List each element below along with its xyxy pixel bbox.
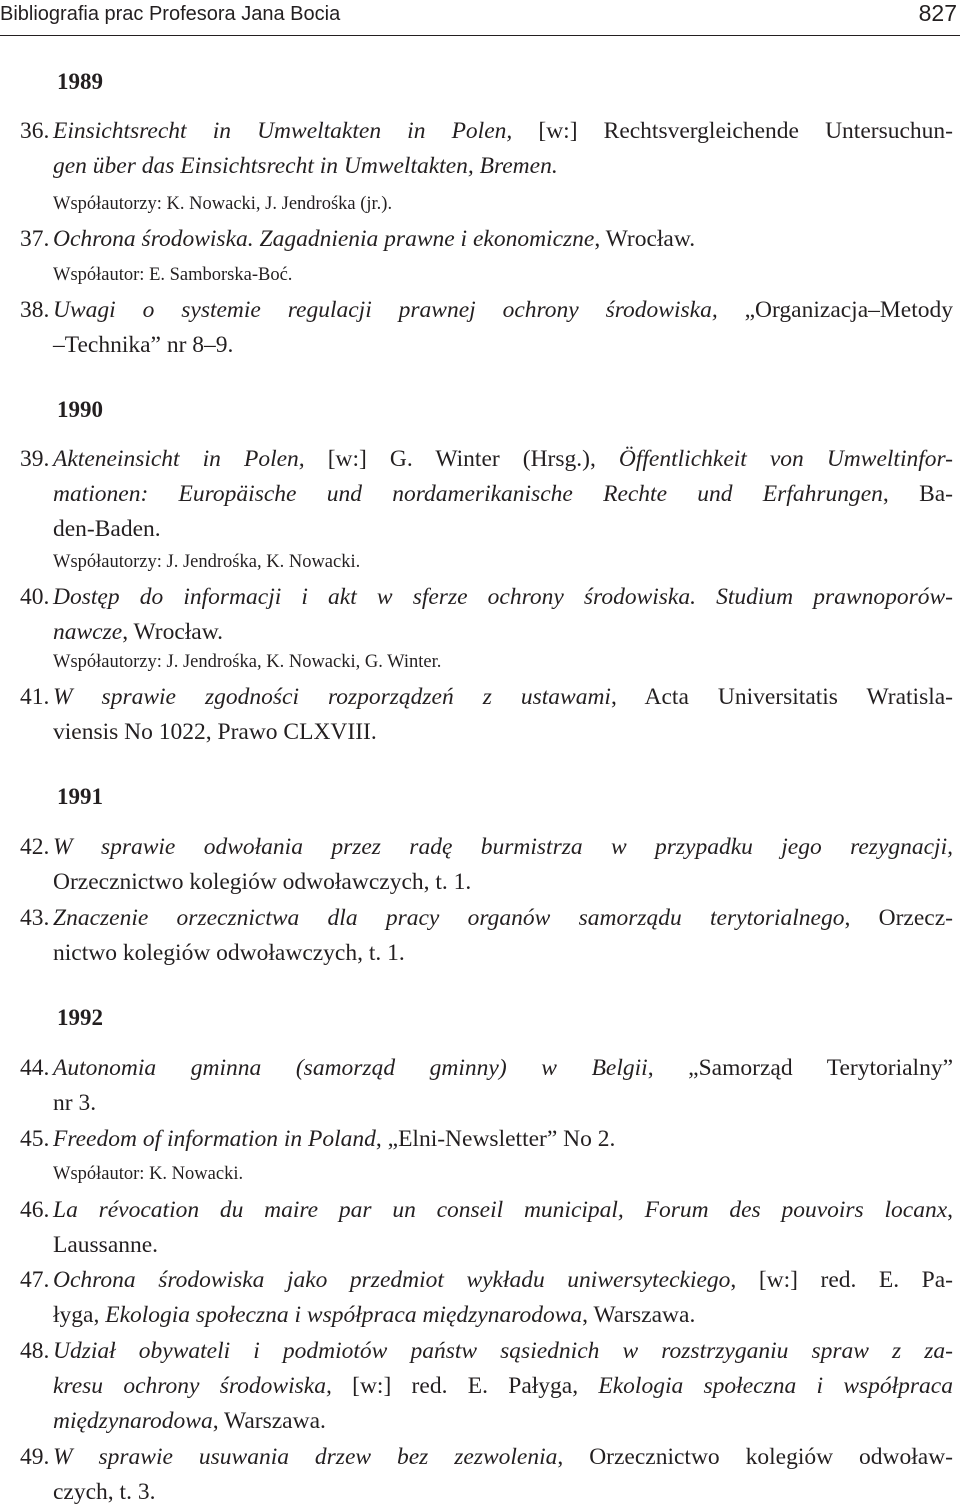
entry-40-coauthors: Współautorzy: J. Jendrośka, K. Nowacki, G. Winter. bbox=[53, 652, 442, 672]
entry-44-line-1: Autonomia gminna (samorząd gminny) w Belgii, „Samorząd Terytorialny” bbox=[53, 1055, 954, 1081]
entry-48-line-3: międzynarodowa, Warszawa. bbox=[53, 1408, 326, 1434]
entry-number: 48. bbox=[20, 1338, 50, 1364]
entry-39-line-3: den-Baden. bbox=[53, 516, 161, 542]
entry-37-line-1: Ochrona środowiska. Zagadnienia prawne i ekonomiczne, Wrocław. bbox=[53, 226, 696, 252]
page-number: 827 bbox=[918, 0, 957, 26]
entry-41-title: W sprawie zgodności rozporządzeń z ustawami bbox=[53, 684, 611, 710]
entry-number: 43. bbox=[20, 905, 50, 931]
entry-number: 40. bbox=[20, 584, 50, 610]
entry-36-line-2: gen über das Einsichtsrecht in Umweltakten, Bremen. bbox=[53, 153, 558, 179]
entry-48-line-2: kresu ochrony środowiska, [w:] red. E. Pałyga, Ekologia społeczna i współpraca bbox=[53, 1373, 953, 1399]
year-heading-1989: 1989 bbox=[57, 69, 103, 94]
entry-41-line-2: viensis No 1022, Prawo CLXVIII. bbox=[53, 719, 377, 745]
entry-number: 47. bbox=[20, 1267, 50, 1293]
year-heading-1990: 1990 bbox=[57, 397, 103, 422]
entry-49-line-1: W sprawie usuwania drzew bez zezwolenia, Orzecznictwo kolegiów odwoław- bbox=[53, 1444, 953, 1470]
entry-number: 38. bbox=[20, 297, 50, 323]
entry-49-line-2: czych, t. 3. bbox=[53, 1479, 156, 1505]
entry-39-line-2: mationen: Europäische und nordamerikanische Rechte und Erfahrungen, Ba- bbox=[53, 481, 953, 507]
header-rule bbox=[0, 35, 960, 36]
entry-number: 42. bbox=[20, 834, 50, 860]
entry-36-coauthors: Współautorzy: K. Nowacki, J. Jendrośka (jr.). bbox=[53, 194, 393, 214]
entry-45-title: Freedom of information in Poland bbox=[53, 1126, 376, 1152]
entry-number: 39. bbox=[20, 446, 50, 472]
entry-36-line-1: Einsichtsrecht in Umweltakten in Polen, [w:] Rechtsvergleichende Untersuchun- bbox=[53, 118, 953, 144]
entry-number: 46. bbox=[20, 1197, 50, 1223]
entry-38-line-1: Uwagi o systemie regulacji prawnej ochrony środowiska, „Organizacja–Metody bbox=[53, 297, 953, 323]
entry-number: 37. bbox=[20, 226, 50, 252]
entry-46-title: La révocation du maire par un conseil municipal, Forum des pouvoirs locanx bbox=[53, 1197, 948, 1223]
year-heading-1991: 1991 bbox=[57, 784, 103, 809]
entry-39-coauthors: Współautorzy: J. Jendrośka, K. Nowacki. bbox=[53, 552, 361, 572]
entry-49-title: W sprawie usuwania drzew bez zezwolenia bbox=[53, 1444, 558, 1470]
entry-47-title: Ochrona środowiska jako przedmiot wykładu uniwersyteckiego bbox=[53, 1267, 731, 1293]
entry-41-line-1: W sprawie zgodności rozporządzeń z ustawami, Acta Universitatis Wratisla- bbox=[53, 684, 953, 710]
entry-42-title: W sprawie odwołania przez radę burmistrza w przypadku jego rezygnacji, bbox=[53, 834, 953, 860]
entry-37-coauthors: Współautor: E. Samborska-Boć. bbox=[53, 265, 293, 285]
entry-number: 36. bbox=[20, 118, 50, 144]
entry-42-line-2: Orzecznictwo kolegiów odwoławczych, t. 1. bbox=[53, 869, 472, 895]
entry-40-title: Dostęp do informacji i akt w sferze ochrony środowiska. Studium prawnoporów- bbox=[53, 584, 953, 610]
entry-39-title: Akteneinsicht in Polen, bbox=[53, 446, 305, 472]
running-title: Bibliografia prac Profesora Jana Bocia bbox=[0, 3, 341, 25]
year-heading-1992: 1992 bbox=[57, 1005, 103, 1030]
entry-40-line-2: nawcze, Wrocław. bbox=[53, 619, 224, 645]
entry-40-line-1 bbox=[53, 582, 953, 612]
entry-48-line-1 bbox=[53, 1336, 953, 1366]
entry-46-line-1: La révocation du maire par un conseil municipal, Forum des pouvoirs locanx, bbox=[53, 1197, 953, 1223]
entry-46-line-2: Laussanne. bbox=[53, 1232, 159, 1258]
entry-48-title: Udział obywateli i podmiotów państw sąsiednich w rozstrzyganiu spraw z za- bbox=[53, 1338, 953, 1364]
entry-36-title: Einsichtsrecht in Umweltakten in Polen, bbox=[53, 118, 513, 144]
entry-38-title: Uwagi o systemie regulacji prawnej ochrony środowiska, bbox=[53, 297, 718, 323]
entry-43-line-2: nictwo kolegiów odwoławczych, t. 1. bbox=[53, 940, 405, 966]
entry-number: 41. bbox=[20, 684, 50, 710]
entry-45-coauthors: Współautor: K. Nowacki. bbox=[53, 1164, 244, 1184]
entry-45-line-1: Freedom of information in Poland, „Elni-Newsletter” No 2. bbox=[53, 1126, 616, 1152]
entry-43-line-1: Znaczenie orzecznictwa dla pracy organów samorządu terytorialnego, Orzecz- bbox=[53, 905, 953, 931]
entry-47-line-1: Ochrona środowiska jako przedmiot wykładu uniwersyteckiego, [w:] red. E. Pa- bbox=[53, 1267, 953, 1293]
entry-44-line-2: nr 3. bbox=[53, 1090, 97, 1116]
entry-42-line-1 bbox=[53, 832, 953, 862]
page-header bbox=[0, 0, 960, 36]
entry-44-title: Autonomia gminna (samorząd gminny) w Belgii bbox=[53, 1055, 648, 1081]
entry-number: 44. bbox=[20, 1055, 50, 1081]
entry-number: 45. bbox=[20, 1126, 50, 1152]
entry-number: 49. bbox=[20, 1444, 50, 1470]
entry-47-line-2: łyga, Ekologia społeczna i współpraca międzynarodowa, Warszawa. bbox=[53, 1302, 696, 1328]
entry-43-title: Znaczenie orzecznictwa dla pracy organów samorządu terytorialnego bbox=[53, 905, 845, 931]
entry-39-line-1: Akteneinsicht in Polen, [w:] G. Winter (Hrsg.), Öffentlichkeit von Umweltinfor- bbox=[53, 446, 953, 472]
entry-37-title: Ochrona środowiska. Zagadnienia prawne i ekonomiczne bbox=[53, 226, 595, 252]
entry-38-line-2: –Technika” nr 8–9. bbox=[53, 332, 234, 358]
